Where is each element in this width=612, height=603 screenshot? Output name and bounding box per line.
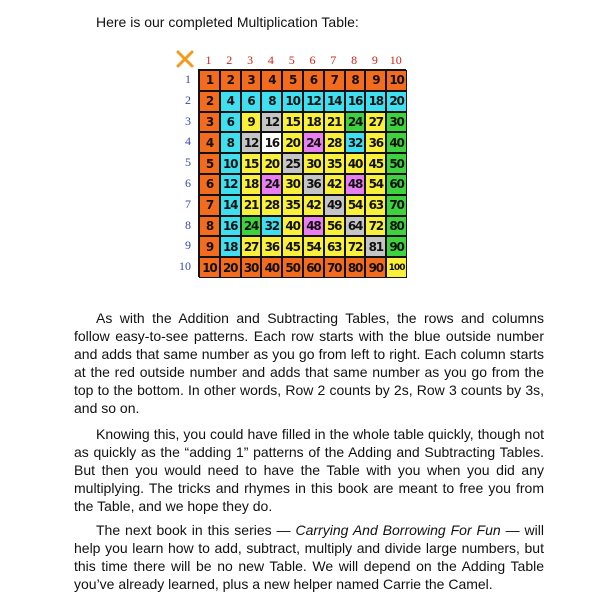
table-cell: 54: [365, 174, 386, 195]
column-header: 8: [351, 53, 358, 67]
table-cell: 54: [345, 195, 366, 216]
row-header: 9: [185, 238, 191, 253]
table-cell: 4: [261, 70, 282, 91]
table-cell: 1: [199, 70, 220, 91]
table-cell: 16: [261, 132, 282, 153]
table-cell: 30: [282, 174, 303, 195]
table-cell: 16: [220, 216, 241, 237]
row-header: 1: [185, 72, 191, 86]
intro-text: Here is our completed Multiplication Table:: [96, 14, 359, 30]
table-cell: 80: [345, 257, 366, 278]
table-cell: 18: [241, 174, 262, 195]
table-cell: 14: [220, 195, 241, 216]
table-cell: 10: [220, 153, 241, 174]
table-cell: 20: [386, 91, 407, 112]
table-cell: 72: [345, 236, 366, 257]
column-header: 5: [288, 53, 295, 67]
table-cell: 2: [199, 91, 220, 112]
table-cell: 8: [345, 70, 366, 91]
table-cell: 40: [386, 132, 407, 153]
paragraph-next-book: [74, 521, 544, 593]
column-header: 6: [309, 53, 316, 67]
table-cell: 45: [365, 153, 386, 174]
multiply-x-icon: [176, 50, 194, 68]
paragraph-knowing-text: Knowing this, you could have filled in the whole table quickly, though not as quickly as the “adding 1” patterns of the Adding and Subtracting Tables. But then you would need to have the Table with you when you did any multiplying. The tricks and rhymes in this book are meant to free you from the Table, and we hope they do.: [74, 426, 544, 514]
table-cell: 20: [220, 257, 241, 278]
table-cell: 60: [386, 174, 407, 195]
table-cell: 4: [220, 91, 241, 112]
table-cell: 5: [199, 153, 220, 174]
table-cell: 36: [365, 132, 386, 153]
table-cell: 40: [261, 257, 282, 278]
row-header: 5: [185, 155, 191, 170]
table-cell: 30: [386, 112, 407, 133]
table-cell: 30: [241, 257, 262, 278]
table-cell: 50: [282, 257, 303, 278]
table-cell: 40: [345, 153, 366, 174]
table-cell: 63: [324, 236, 345, 257]
column-header: 10: [389, 53, 402, 67]
table-cell: 7: [324, 70, 345, 91]
table-cell: 32: [345, 132, 366, 153]
table-cell: 27: [241, 236, 262, 257]
next-book-before: The next book in this series —: [96, 522, 296, 538]
table-cell: 20: [261, 153, 282, 174]
table-cell: 10: [386, 70, 407, 91]
table-cell: 100: [386, 257, 407, 278]
table-cell: 49: [324, 195, 345, 216]
table-cell: 90: [365, 257, 386, 278]
column-header: 1: [205, 53, 212, 67]
table-cell: 2: [220, 70, 241, 91]
column-header: 4: [267, 53, 274, 67]
table-cell: 72: [365, 216, 386, 237]
table-cell: 81: [365, 236, 386, 257]
table-cell: 64: [345, 216, 366, 237]
table-cell: 8: [261, 91, 282, 112]
table-cell: 3: [199, 112, 220, 133]
table-cell: 12: [261, 112, 282, 133]
table-cell: 6: [220, 112, 241, 133]
table-cell: 16: [345, 91, 366, 112]
table-cell: 25: [282, 153, 303, 174]
table-cell: 30: [303, 153, 324, 174]
table-cell: 15: [282, 112, 303, 133]
column-header: 2: [226, 53, 233, 67]
table-cell: 63: [365, 195, 386, 216]
table-cell: 40: [282, 216, 303, 237]
table-cell: 42: [303, 195, 324, 216]
table-cell: 70: [324, 257, 345, 278]
table-cell: 24: [261, 174, 282, 195]
table-cell: 45: [282, 236, 303, 257]
table-cell: 24: [241, 216, 262, 237]
table-cell: 21: [241, 195, 262, 216]
table-cell: 7: [199, 195, 220, 216]
table-cell: 48: [303, 216, 324, 237]
table-cell: 6: [199, 174, 220, 195]
table-cell: 20: [282, 132, 303, 153]
table-cell: 12: [220, 174, 241, 195]
table-cell: 36: [261, 236, 282, 257]
table-cell: 48: [345, 174, 366, 195]
table-cell: 18: [303, 112, 324, 133]
table-cell: 15: [241, 153, 262, 174]
row-header: 2: [185, 92, 191, 107]
column-header: 9: [371, 53, 378, 67]
table-cell: 80: [386, 216, 407, 237]
table-cell: 70: [386, 195, 407, 216]
row-header: 6: [185, 176, 191, 190]
table-cell: 28: [324, 132, 345, 153]
table-cell: 32: [261, 216, 282, 237]
table-cell: 24: [345, 112, 366, 133]
table-cell: 8: [220, 132, 241, 153]
row-header: 4: [185, 134, 191, 149]
table-cell: 36: [303, 174, 324, 195]
table-cell: 21: [324, 112, 345, 133]
table-cell: 60: [303, 257, 324, 278]
table-cell: 18: [220, 236, 241, 257]
column-header: 3: [247, 53, 254, 67]
row-header: 10: [179, 259, 191, 274]
table-cell: 6: [241, 91, 262, 112]
table-cell: 56: [324, 216, 345, 237]
table-cell: 8: [199, 216, 220, 237]
table-cell: 42: [324, 174, 345, 195]
table-cell: 5: [282, 70, 303, 91]
row-header: 7: [185, 196, 191, 211]
table-cell: 14: [324, 91, 345, 112]
table-cell: 24: [303, 132, 324, 153]
next-book-after: — will help you learn how to add, subtract, multiply and divide large numbers, but this time there will be no new Table. We will depend on the Adding Table you’ve already learned, plus a new helper named Carrie the Camel.: [74, 522, 544, 592]
table-cell: 6: [303, 70, 324, 91]
table-cell: 50: [386, 153, 407, 174]
row-header: 8: [185, 217, 191, 232]
table-cell: 10: [199, 257, 220, 278]
table-cell: 12: [303, 91, 324, 112]
paragraph-patterns-text: As with the Addition and Subtracting Tables, the rows and columns follow easy-to-see patterns. Each row starts with the blue outside number and adds that same number as you go from left to right. Each column starts at the red outside number and adds that same number as you go from the top to the bottom. In other words, Row 2 counts by 2s, Row 3 counts by 3s, and so on.: [74, 310, 544, 416]
paragraph-knowing: [74, 425, 544, 515]
table-cell: 9: [241, 112, 262, 133]
column-header: 7: [330, 53, 337, 67]
table-cell: 90: [386, 236, 407, 257]
next-book-title: Carrying And Borrowing For Fun: [295, 522, 501, 538]
table-cell: 27: [365, 112, 386, 133]
multiplication-table: [198, 69, 406, 277]
table-cell: 28: [261, 195, 282, 216]
table-cell: 3: [241, 70, 262, 91]
table-cell: 12: [241, 132, 262, 153]
table-cell: 54: [303, 236, 324, 257]
table-cell: 4: [199, 132, 220, 153]
table-cell: 9: [199, 236, 220, 257]
row-header: 3: [185, 113, 191, 128]
table-cell: 10: [282, 91, 303, 112]
paragraph-patterns: [74, 309, 544, 417]
table-cell: 35: [324, 153, 345, 174]
table-cell: 18: [365, 91, 386, 112]
table-cell: 9: [365, 70, 386, 91]
table-cell: 35: [282, 195, 303, 216]
